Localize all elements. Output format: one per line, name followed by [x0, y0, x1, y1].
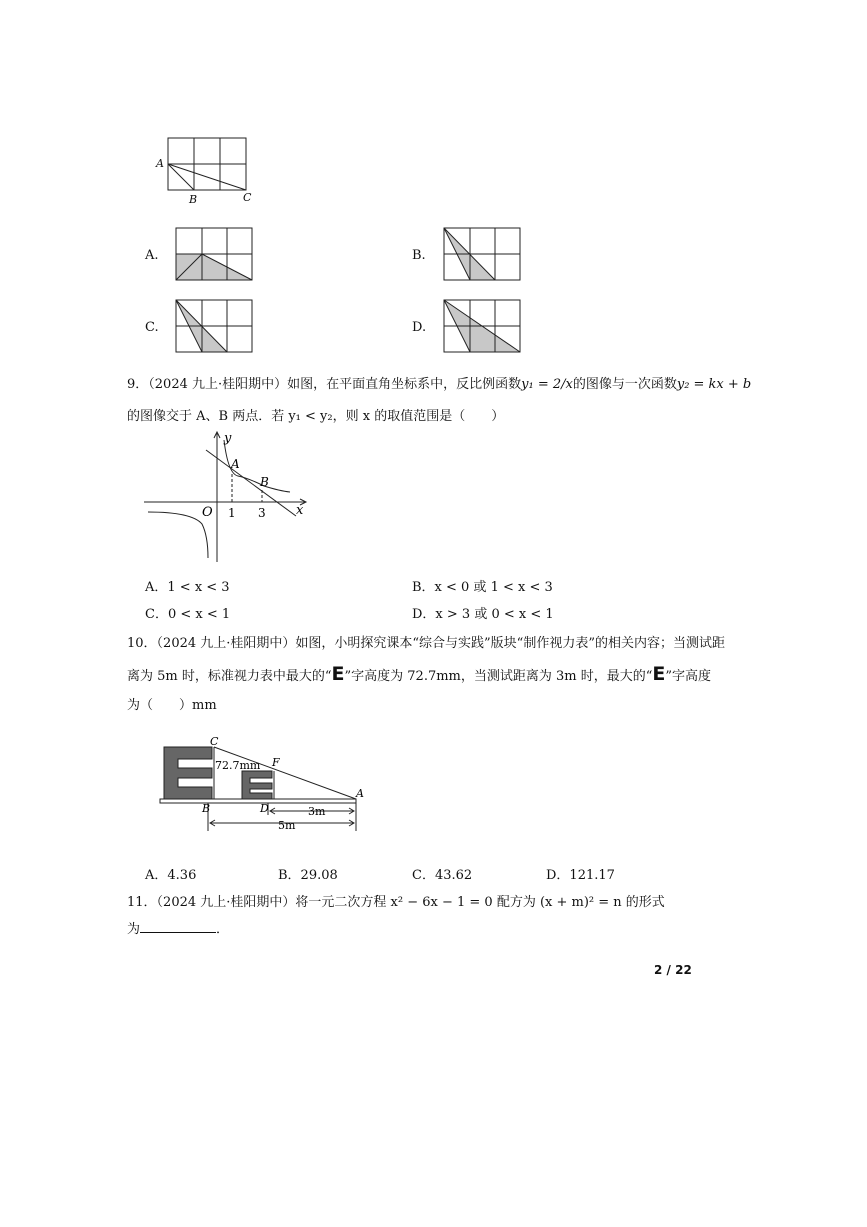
q10-stem-line3: 为（ ）mm [127, 698, 217, 713]
q10-option-d[interactable]: D．121.17 [546, 868, 615, 883]
q9-origin-label: O [202, 505, 213, 520]
q10-stem-line1: 10．（2024 九上·桂阳期中）如图，小明探究课本“综合与实践”版块“制作视力表”的相关内容；当测试距 [127, 636, 725, 651]
q11-stem-prefix: 为 [127, 922, 141, 937]
q11-stem-line2 [127, 918, 229, 937]
q10-e-glyph-2: E [652, 663, 666, 685]
q10-distance-3m-label: 3m [308, 805, 326, 818]
q10-label-a: A [356, 787, 364, 800]
q9-option-d[interactable]: D．x > 3 或 0 < x < 1 [412, 607, 554, 622]
q10-label-b: B [202, 802, 211, 815]
q10-option-c[interactable]: C．43.62 [412, 868, 473, 883]
q8-label-c: C [243, 191, 252, 204]
page-number: 2 / 22 [654, 963, 692, 977]
q10-distance-5m-label: 5m [278, 819, 296, 832]
q9-stem-line2: 的图像交于 A、B 两点．若 y₁ < y₂，则 x 的取值范围是（ ） [127, 409, 505, 424]
q8-label-a: A [156, 157, 164, 170]
q9-option-a[interactable]: A．1 < x < 3 [145, 580, 230, 595]
q8-option-c-letter[interactable]: C. [145, 320, 159, 335]
q11-stem-suffix: ． [216, 922, 230, 937]
q8-option-a-letter[interactable]: A. [145, 248, 159, 263]
q9-tick-1-label: 1 [228, 506, 236, 520]
q9-point-b-label: B [260, 475, 269, 489]
q8-reference-grid [158, 134, 248, 194]
q9-stem-line1 [127, 373, 751, 392]
q8-option-d-letter[interactable]: D. [412, 320, 427, 335]
q9-axis-x-label: x [296, 503, 304, 518]
q10-label-f: F [272, 756, 280, 769]
q9-y2-function: y₂ = kx + b [676, 377, 752, 392]
q9-point-a-label: A [231, 457, 240, 471]
q11-answer-blank[interactable] [140, 920, 216, 933]
q10-option-a[interactable]: A．4.36 [145, 868, 197, 883]
q8-option-c-grid[interactable] [174, 298, 254, 354]
q9-graph [140, 428, 320, 568]
q8-option-b-grid[interactable] [442, 226, 522, 282]
q9-y1-function: y₁ = 2/x [521, 377, 573, 392]
q11-stem-line1: 11．（2024 九上·桂阳期中）将一元二次方程 x² − 6x − 1 = 0 配方为 (x + m)² = n 的形式 [127, 895, 665, 910]
q9-tick-3-label: 3 [258, 506, 266, 520]
q10-stem-line2 [127, 663, 711, 685]
q8-option-d-grid[interactable] [442, 298, 522, 354]
q10-option-b[interactable]: B．29.08 [278, 868, 338, 883]
q10-height-label: 72.7mm [215, 759, 261, 772]
q10-e-glyph-1: E [331, 663, 345, 685]
q8-option-b-letter[interactable]: B. [412, 248, 426, 263]
q10-label-d: D [260, 802, 269, 815]
q10-stem-line2-b: ”字高度为 72.7mm，当测试距离为 3m 时，最大的“ [344, 669, 653, 684]
q9-option-c[interactable]: C．0 < x < 1 [145, 607, 231, 622]
q8-option-a-grid[interactable] [174, 226, 254, 282]
q9-option-b[interactable]: B．x < 0 或 1 < x < 3 [412, 580, 553, 595]
q10-stem-line2-c: ”字高度 [665, 669, 712, 684]
q9-stem-prefix: 9．（2024 九上·桂阳期中）如图，在平面直角坐标系中，反比例函数 [127, 377, 522, 392]
q10-stem-line2-a: 离为 5m 时，标准视力表中最大的“ [127, 669, 332, 684]
q9-stem-mid: 的图像与一次函数 [572, 377, 677, 392]
q8-label-b: B [189, 193, 198, 206]
q10-label-c: C [210, 735, 219, 748]
q10-vision-chart-diagram [158, 735, 378, 845]
q9-axis-y-label: y [224, 431, 232, 446]
